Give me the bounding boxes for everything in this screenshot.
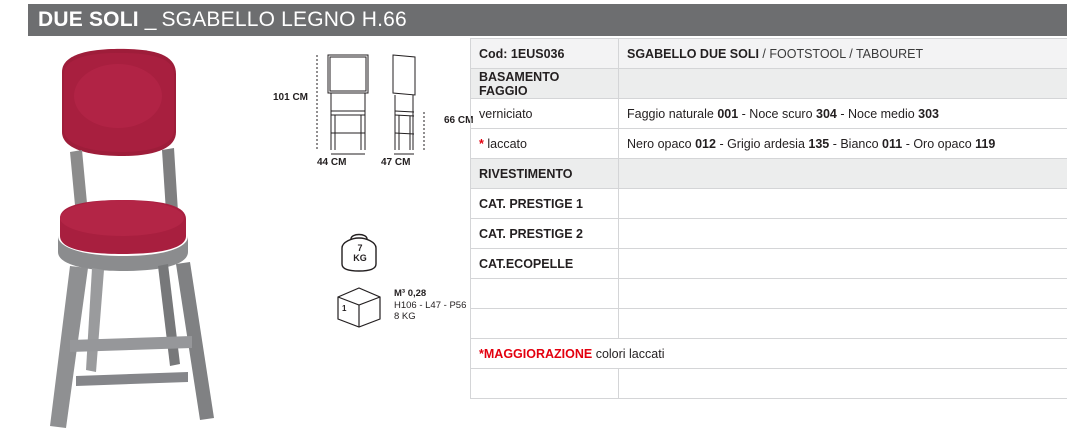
dimension-seat-height-label: 66 CM (444, 115, 474, 126)
finish-label-verniciato: verniciato (471, 99, 619, 129)
finish-text: Faggio naturale (627, 106, 718, 121)
product-name-cell (619, 39, 1067, 69)
dimension-height-label: 101 CM (273, 92, 309, 103)
table-row-section-upholstery (471, 159, 1067, 189)
dimension-depth-label: 44 CM (317, 157, 347, 168)
section-upholstery-empty (619, 159, 1067, 189)
finish-code: 011 (882, 136, 903, 151)
category-label-prestige-1: CAT. PRESTIGE 1 (471, 189, 619, 219)
empty-cell (471, 309, 619, 339)
weight-number: 7 (357, 243, 363, 253)
finish-values-laccato (619, 129, 1067, 159)
table-row-empty (471, 309, 1067, 339)
finish-text: Nero opaco (627, 136, 696, 151)
product-visuals (28, 40, 474, 436)
finish-text: - Grigio ardesia (715, 136, 809, 151)
category-label-prestige-2: CAT. PRESTIGE 2 (471, 219, 619, 249)
section-base-empty (619, 69, 1067, 99)
package-volume: M³ 0,28 (394, 288, 427, 299)
surcharge-note-strong: MAGGIORAZIONE (483, 346, 593, 361)
section-title-upholstery: RIVESTIMENTO (471, 159, 619, 189)
table-row-empty (471, 369, 1067, 399)
finish-values-verniciato (619, 99, 1067, 129)
asterisk-marker: * (479, 346, 484, 361)
surcharge-note (471, 339, 1067, 369)
table-row-prestige-2 (471, 219, 1067, 249)
package-count: 1 (342, 304, 347, 313)
finish-text: - Bianco (829, 136, 883, 151)
category-value-prestige-1 (619, 189, 1067, 219)
category-label-ecopelle: CAT.ECOPELLE (471, 249, 619, 279)
empty-cell (471, 279, 619, 309)
section-title-base: BASAMENTO FAGGIO (471, 69, 619, 99)
finish-label-laccato (471, 129, 619, 159)
table-row-verniciato (471, 99, 1067, 129)
page-title-brand: DUE SOLI (38, 8, 139, 31)
dimension-width-label: 47 CM (381, 157, 411, 168)
package-info (394, 288, 466, 323)
finish-code: 304 (816, 106, 837, 121)
finish-text: - Oro opaco (902, 136, 976, 151)
finish-text: - Noce medio (836, 106, 919, 121)
surcharge-note-rest: colori laccati (592, 346, 665, 361)
category-value-prestige-2 (619, 219, 1067, 249)
product-code: Cod: 1EUS036 (471, 39, 619, 69)
page-title-separator: _ (144, 8, 157, 31)
table-row-section-base (471, 69, 1067, 99)
product-photo (30, 40, 245, 432)
table-row-code (471, 39, 1067, 69)
finish-code: 119 (975, 136, 996, 151)
empty-cell (619, 309, 1067, 339)
stool-illustration (30, 40, 245, 432)
table-row-laccato (471, 129, 1067, 159)
finish-code: 135 (808, 136, 830, 151)
asterisk-marker: * (479, 136, 484, 151)
weight-unit: KG (353, 253, 367, 263)
product-name-translations: / FOOTSTOOL / TABOURET (758, 46, 924, 61)
product-name: SGABELLO DUE SOLI (627, 46, 759, 61)
table-row-prestige-1 (471, 189, 1067, 219)
empty-cell (619, 369, 1067, 399)
package-dimensions: H106 - L47 - P56 (394, 299, 467, 311)
finish-code: 001 (717, 106, 739, 121)
finish-code: 012 (695, 136, 716, 151)
table-row-ecopelle (471, 249, 1067, 279)
table-row-note (471, 339, 1067, 369)
weight-value-label (346, 243, 374, 263)
page-header (28, 4, 1067, 36)
empty-cell (471, 369, 619, 399)
category-value-ecopelle (619, 249, 1067, 279)
dimension-drawing (273, 45, 463, 180)
table-row-empty (471, 279, 1067, 309)
page-title-description: SGABELLO LEGNO H.66 (161, 8, 407, 31)
specification-table (470, 38, 1067, 399)
empty-cell (619, 279, 1067, 309)
finish-code: 303 (918, 106, 940, 121)
finish-text: - Noce scuro (738, 106, 817, 121)
technical-drawings (273, 45, 474, 175)
finish-label-text: laccato (487, 136, 527, 151)
package-weight: 8 KG (394, 311, 416, 322)
